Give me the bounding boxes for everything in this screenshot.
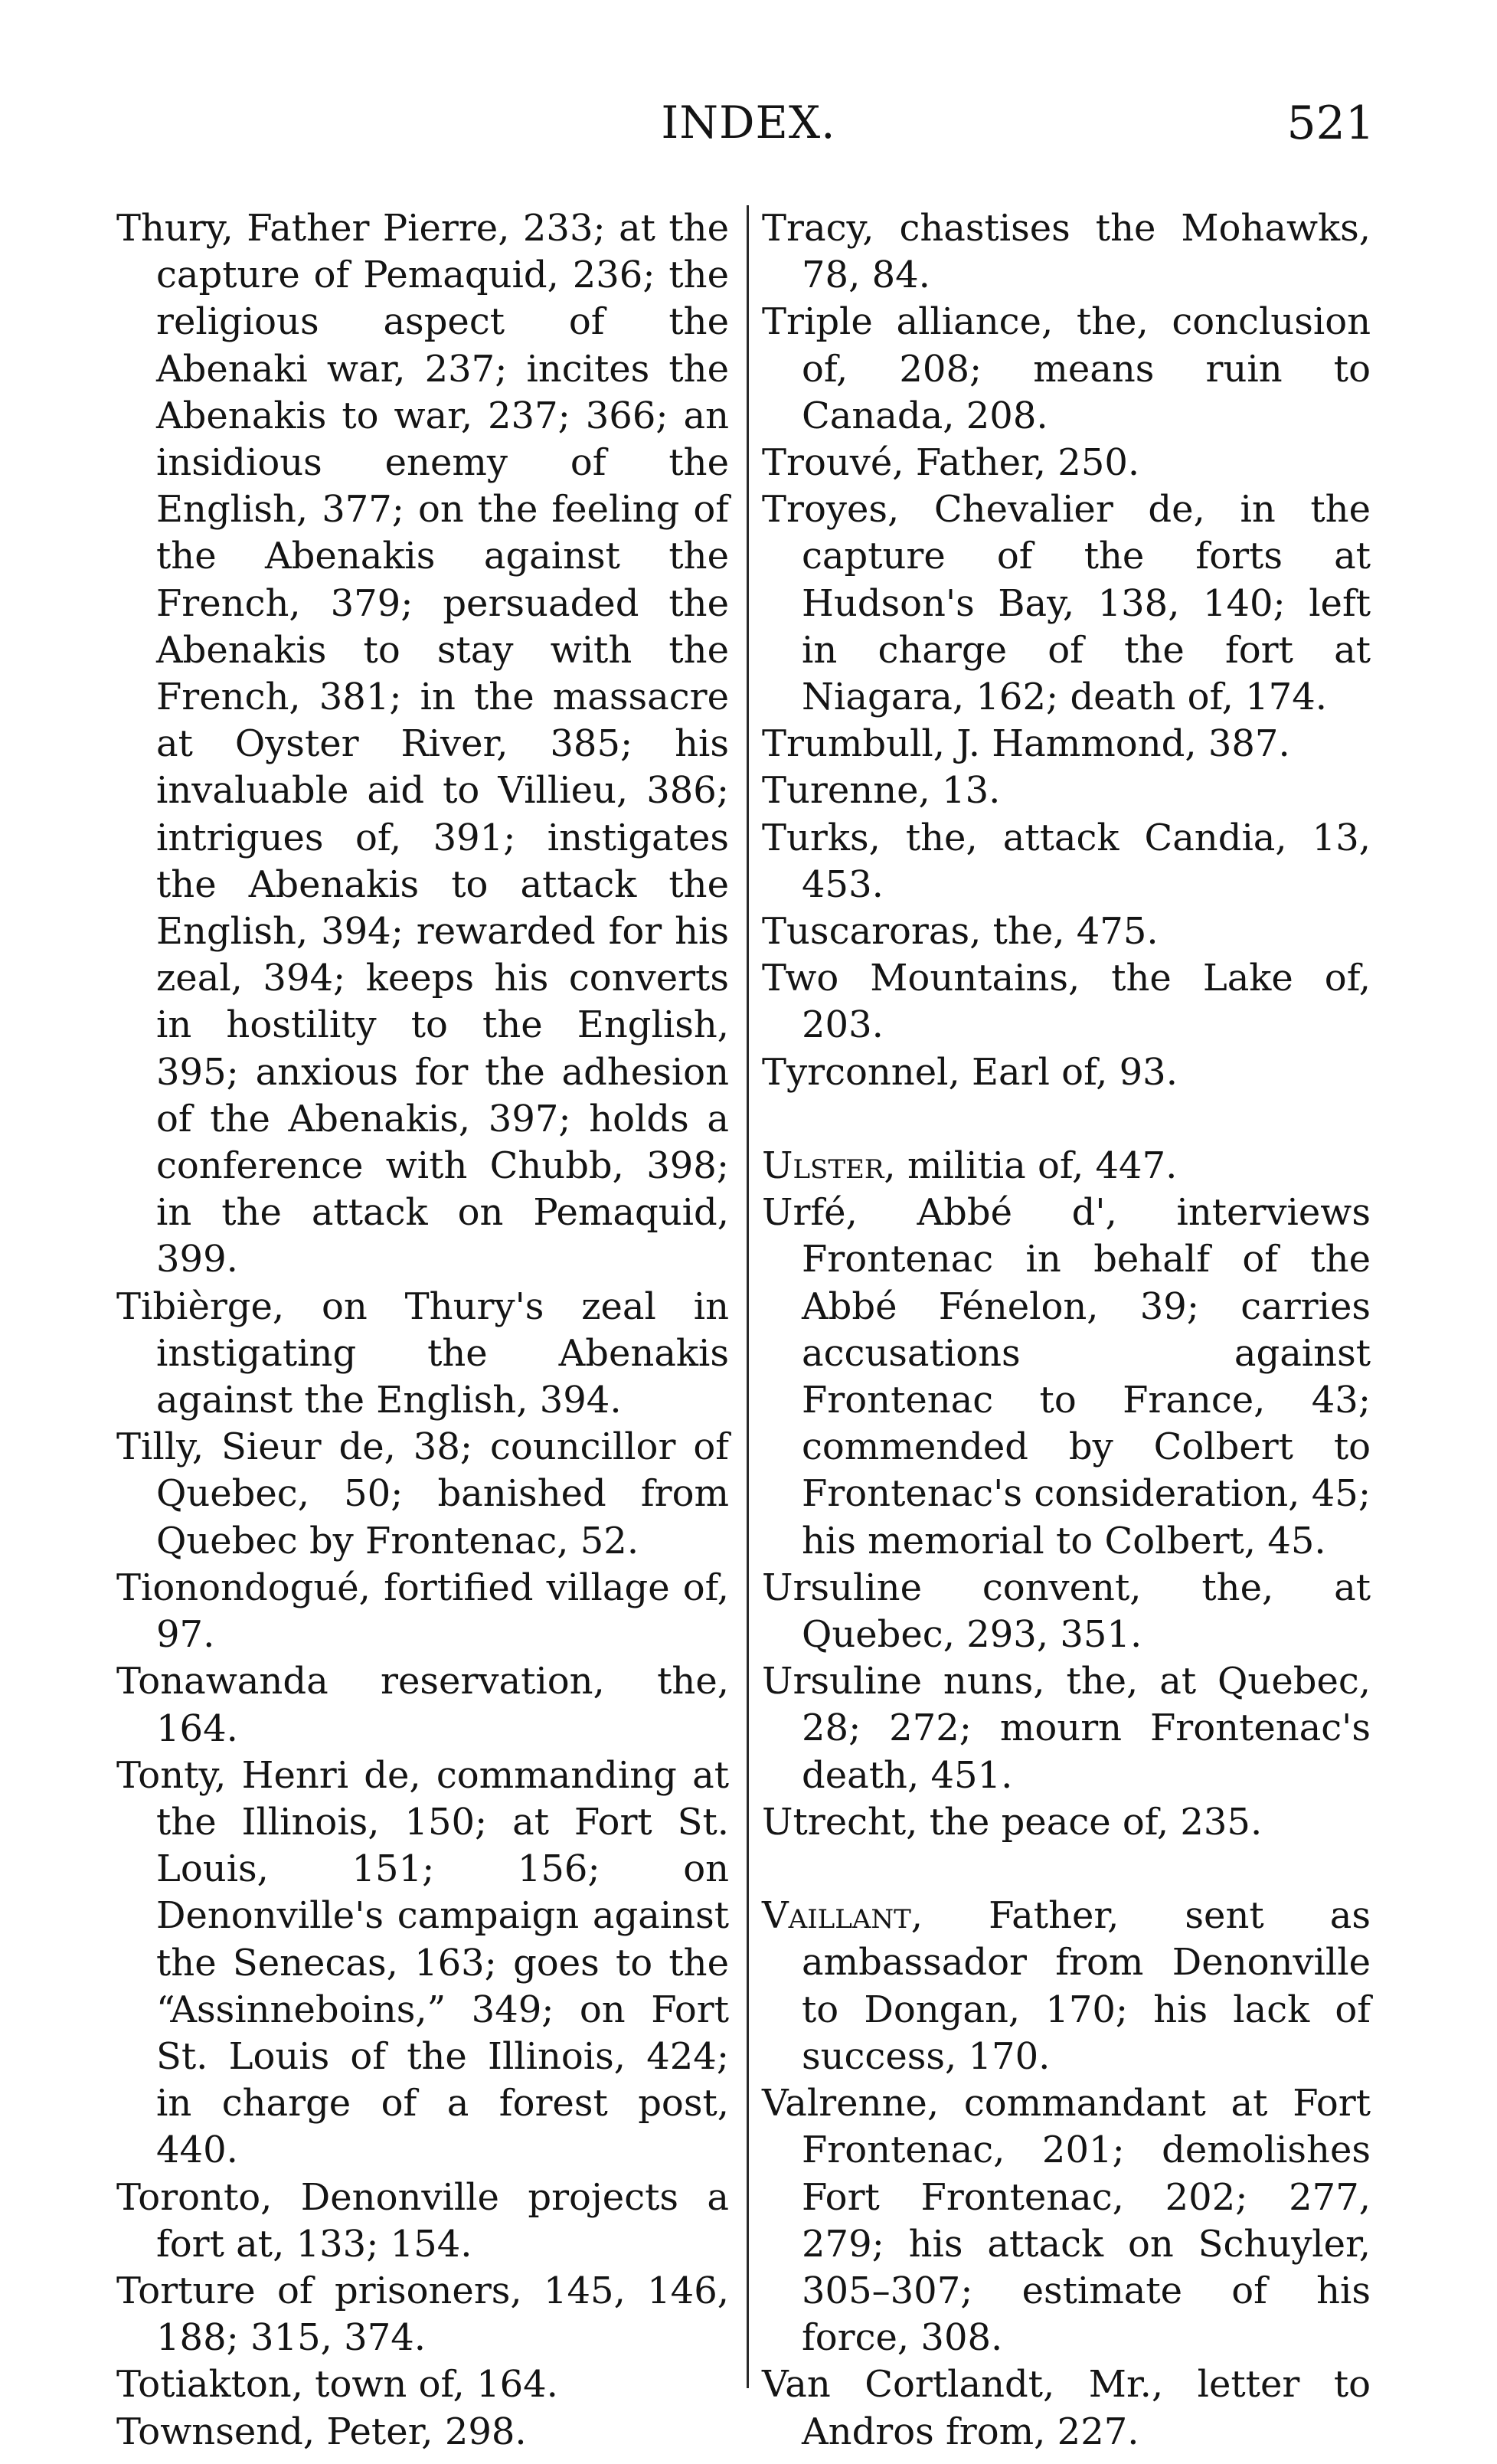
index-entry-two-mountains: Two Mountains, the Lake of, 203.: [762, 957, 1371, 1047]
index-entry-thury: Thury, Father Pierre, 233; at the capture of Pemaquid, 236; the religious aspect of the Abenaki war, 237; incites the Abenakis to war, 237; 366; an insidious enemy of the English, 377; on the feeling of the Abenakis against the French, 379; persuaded the Abenakis to stay with the French, 381; in the massacre at Oyster River, 385; his invaluable aid to Villieu, 386; intrigues of, 391; instigates the Abenakis to attack the English, 394; rewarded for his zeal, 394; keeps his converts in hostility to the English, 395; anxious for the adhesion of the Abenakis, 397; holds a conference with Chubb, 398; in the attack on Pemaquid, 399.: [116, 207, 729, 1281]
index-entry-vaillant: [762, 1893, 1371, 2080]
index-entry-turenne: Turenne, 13.: [762, 769, 1001, 813]
index-entry-tyrconnel: Tyrconnel, Earl of, 93.: [762, 1050, 1178, 1094]
index-entry-vaillant-text: , Father, sent as ambassador from Denonville to Dongan, 170; his lack of success, 170.: [802, 1894, 1371, 2078]
left-column: [116, 205, 729, 2456]
index-entry-tionondogue: Tionondogué, fortified village of, 97.: [116, 1566, 729, 1657]
index-entry-tonty: Tonty, Henri de, commanding at the Illinois, 150; at Fort St. Louis, 151; 156; on Denonville's campaign against the Senecas, 163; goes to the “Assinneboins,” 349; on Fort St. Louis of the Illinois, 424; in charge of a forest post, 440.: [116, 1753, 729, 2172]
section-head-vaillant: Vaillant: [762, 1894, 911, 1938]
index-entry-tilly: Tilly, Sieur de, 38; councillor of Quebec, 50; banished from Quebec by Frontenac, 52.: [116, 1425, 729, 1562]
index-entry-trumbull: Trumbull, J. Hammond, 387.: [762, 722, 1290, 766]
index-entry-van-cortlandt: Van Cortlandt, Mr., letter to Andros from, 227.: [762, 2363, 1371, 2453]
index-entry-urfe: Urfé, Abbé d', interviews Frontenac in behalf of the Abbé Fénelon, 39; carries accusations against Frontenac to France, 43; commended by Colbert to Frontenac's consideration, 45; his memorial to Colbert, 45.: [762, 1191, 1371, 1562]
index-entry-tibierge: Tibièrge, on Thury's zeal in instigating the Abenakis against the English, 394.: [116, 1284, 729, 1422]
index-entry-ulster: [762, 1143, 1371, 1189]
index-entry-valrenne: Valrenne, commandant at Fort Frontenac, 201; demolishes Fort Frontenac, 202; 277, 279; his attack on Schuyler, 305–307; estimate of his force, 308.: [762, 2082, 1371, 2360]
index-entry-utrecht: Utrecht, the peace of, 235.: [762, 1800, 1263, 1844]
page-number: 521: [1286, 97, 1374, 150]
right-column: [762, 205, 1371, 2456]
index-entry-triple-alliance: Triple alliance, the, conclusion of, 208; means ruin to Canada, 208.: [762, 300, 1371, 437]
section-gap-u: [762, 1096, 1371, 1143]
index-entry-torture: Torture of prisoners, 145, 146, 188; 315, 374.: [116, 2269, 729, 2360]
index-entry-turks: Turks, the, attack Candia, 13, 453.: [762, 816, 1371, 906]
index-entry-troyes: Troyes, Chevalier de, in the capture of the forts at Hudson's Bay, 138, 140; left in charge of the fort at Niagara, 162; death of, 174.: [762, 488, 1371, 719]
index-entry-tuscaroras: Tuscaroras, the, 475.: [762, 910, 1159, 954]
index-entry-toronto: Toronto, Denonville projects a fort at, 133; 154.: [116, 2175, 729, 2266]
index-entry-ursuline-nuns: Ursuline nuns, the, at Quebec, 28; 272; mourn Frontenac's death, 451.: [762, 1660, 1371, 1797]
page-header: [0, 97, 1497, 158]
index-entry-trouve: Trouvé, Father, 250.: [762, 441, 1140, 485]
section-head-ulster: Ulster: [762, 1144, 884, 1188]
index-entry-townsend: Townsend, Peter, 298.: [116, 2410, 527, 2453]
index-entry-tracy: Tracy, chastises the Mohawks, 78, 84.: [762, 207, 1371, 297]
index-entry-totiakton: Totiakton, town of, 164.: [116, 2363, 558, 2407]
running-head: INDEX.: [661, 97, 836, 149]
index-entry-tonawanda: Tonawanda reservation, the, 164.: [116, 1660, 729, 1750]
section-gap-v: [762, 1846, 1371, 1893]
column-divider: [747, 205, 749, 2388]
index-entry-ursuline-convent: Ursuline convent, the, at Quebec, 293, 351.: [762, 1566, 1371, 1657]
index-entry-ulster-text: , militia of, 447.: [884, 1144, 1178, 1188]
